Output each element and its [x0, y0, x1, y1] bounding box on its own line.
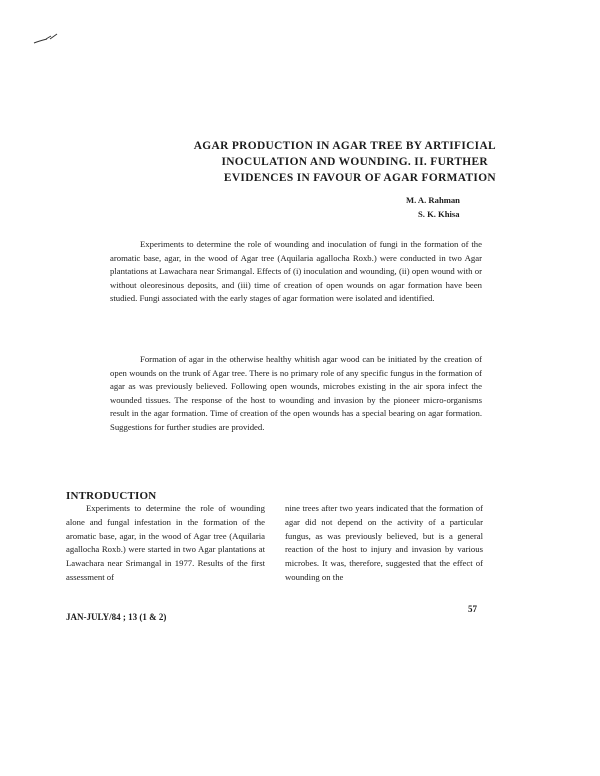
introduction-heading: INTRODUCTION — [66, 490, 157, 502]
abstract-paragraph-2: Formation of agar in the otherwise healthy whitish agar wood can be initiated by the creation of open wounds on the trunk of Agar tree. There is no primary role of any specific fungus in the formation of agar as was previously believed. Following open wounds, microbes existing in the air spora infect the wounded tissues. The response of the host to wounding and invasion by the pioneer micro-organisms result in the agar formation. Time of creation of the open wounds has a special bearing on agar formation. Suggestions for further studies are provided. — [110, 354, 482, 432]
abstract-paragraph-1: Experiments to determine the role of wounding and inoculation of fungi in the formation of the aromatic base, agar, in the wood of Agar tree (Aquilaria agallocha Roxb.) were conducted in two Agar plantations at Lawachara near Srimangal. Effects of (i) inoculation and wounding, (ii) open wound with or without oleoresinous deposits, and (iii) time of creation of open wounds on agar formation have been studied. Fungi associated with the early stages of agar formation were isolated and identified. — [110, 239, 482, 304]
author-2: S. K. Khisa — [418, 209, 460, 219]
intro-right-column: nine trees after two years indicated that the formation of agar did not depend on the activity of a particular fungus, as was previously believed, but is a general reaction of the host to injury and invasion by various microbes. It was, therefore, suggested that the effect of wounding on the — [285, 503, 483, 582]
article-title — [130, 138, 496, 186]
page-number: 57 — [468, 604, 477, 614]
title-line-2: INOCULATION AND WOUNDING. II. FURTHER — [221, 156, 488, 168]
title-line-3: EVIDENCES IN FAVOUR OF AGAR FORMATION — [223, 172, 496, 184]
author-1: M. A. Rahman — [406, 195, 460, 205]
intro-left-column: Experiments to determine the role of wounding alone and fungal infestation in the formation of the aromatic base, agar, in the wood of Agar tree (Aquilaria agallocha Roxb.) were started in two Agar plantations at Lawachara near Srimangal in 1977. Results of the first assessment of — [66, 503, 265, 582]
pen-mark — [33, 32, 59, 46]
title-line-1: AGAR PRODUCTION IN AGAR TREE BY ARTIFICIAL — [193, 140, 496, 152]
footer-citation: JAN-JULY/84 ; 13 (1 & 2) — [66, 612, 167, 622]
